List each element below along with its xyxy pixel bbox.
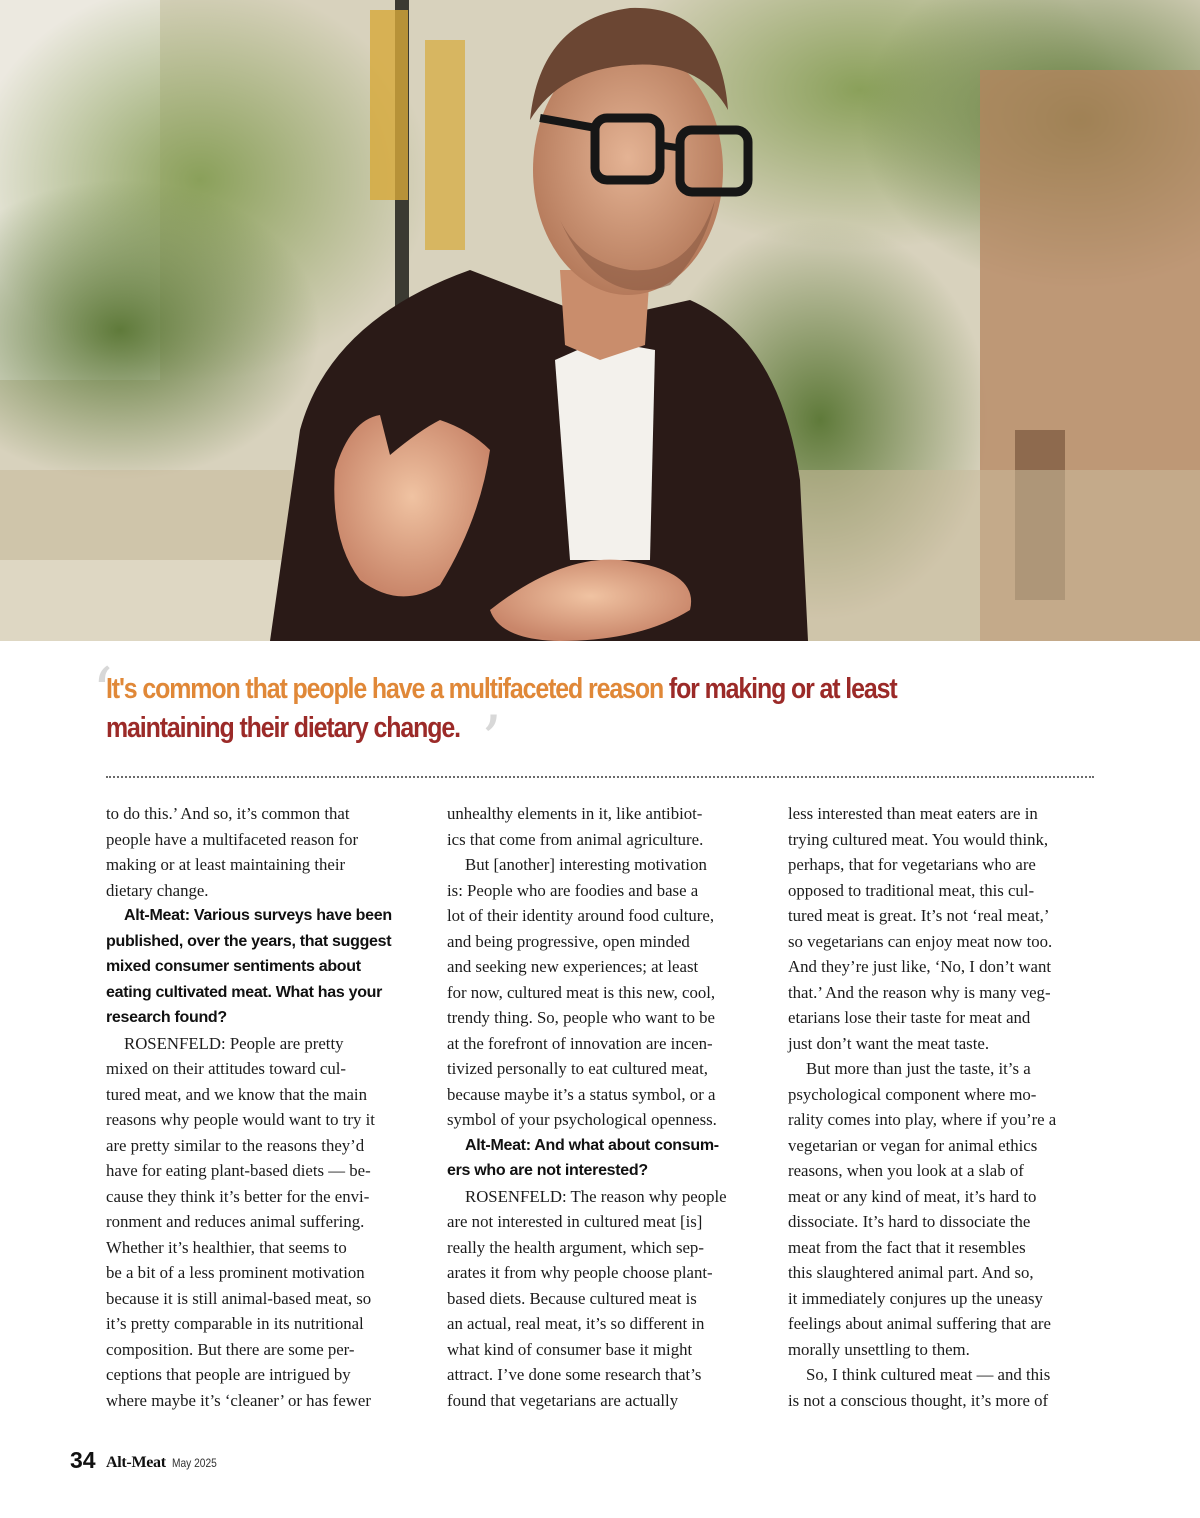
body-line: arates it from why people choose plant- (447, 1263, 713, 1282)
body-line: so vegetarians can enjoy meat now too. (788, 931, 1053, 951)
body-line: But more than just the taste, it’s a (806, 1059, 1031, 1078)
body-line: is not a conscious thought, it’s more of (788, 1390, 1049, 1410)
interview-question: mixed consumer sentiments about (106, 958, 361, 975)
body-line: this slaughtered animal part. And so, (788, 1263, 1034, 1282)
body-line: ceptions that people are intrigued by (106, 1365, 351, 1384)
pull-quote-text: for making or at least (663, 673, 897, 705)
body-line: because maybe it’s a status symbol, or a (447, 1084, 716, 1104)
body-line: feelings about animal suffering that are (788, 1314, 1051, 1333)
open-quote-icon: ‘ (92, 654, 113, 731)
body-line: at the forefront of innovation are incen- (447, 1033, 713, 1053)
body-line: symbol of your psychological openness. (447, 1110, 717, 1129)
body-line: that.’ And the reason why is many veg- (788, 982, 1051, 1002)
interview-question: Alt-Meat: And what about consum- (465, 1136, 719, 1154)
article-column-1 (106, 801, 426, 1413)
article-column-2 (447, 801, 767, 1413)
body-line: because it is still animal-based meat, so (106, 1288, 372, 1308)
body-line: ROSENFELD: The reason why people (465, 1186, 727, 1206)
body-line: and seeking new experiences; at least (447, 957, 699, 976)
body-line: rality comes into play, where if you’re a (788, 1110, 1057, 1129)
page-number: 34 (70, 1447, 96, 1473)
body-line: morally unsettling to them. (788, 1339, 970, 1359)
body-line: ics that come from animal agriculture. (447, 829, 704, 849)
body-line: ronment and reduces animal suffering. (106, 1212, 365, 1231)
body-line: But [another] interesting motivation (465, 855, 707, 874)
body-line: just don’t want the meat taste. (788, 1033, 990, 1053)
body-line: ROSENFELD: People are pretty (124, 1033, 344, 1053)
body-line: mixed on their attitudes toward cul- (106, 1059, 347, 1078)
body-line: psychological component where mo- (788, 1084, 1037, 1104)
body-line: And they’re just like, ‘No, I don’t want (788, 957, 1052, 976)
body-line: Whether it’s healthier, that seems to (106, 1237, 347, 1257)
body-line: tivized personally to eat cultured meat, (447, 1059, 708, 1078)
body-line: an actual, real meat, it’s so different in (447, 1314, 705, 1333)
issue-date: May 2025 (172, 1456, 217, 1470)
pull-quote-highlight: It's common that people have a multifaceted reason (106, 673, 664, 705)
portrait-photo-icon (0, 0, 1200, 641)
body-line: dissociate. It’s hard to dissociate the (788, 1212, 1031, 1231)
body-line: tured meat is great. It’s not ‘real meat,’ (788, 906, 1050, 925)
body-line: it’s pretty comparable in its nutritional (106, 1314, 364, 1333)
body-line: opposed to traditional meat, this cul- (788, 880, 1035, 900)
body-line: trendy thing. So, people who want to be (447, 1008, 715, 1027)
body-line: where maybe it’s ‘cleaner’ or has fewer (106, 1390, 371, 1410)
body-line: cause they think it’s better for the envi- (106, 1186, 370, 1206)
body-line: are not interested in cultured meat [is] (447, 1212, 703, 1231)
body-line: based diets. Because cultured meat is (447, 1288, 697, 1308)
body-line: perhaps, that for vegetarians who are (788, 855, 1036, 874)
interview-question: ers who are not interested? (447, 1162, 648, 1179)
body-line: lot of their identity around food culture, (447, 906, 715, 925)
dotted-divider (106, 776, 1094, 778)
body-line: dietary change. (106, 880, 209, 900)
body-line: trying cultured meat. You would think, (788, 829, 1049, 849)
pull-quote-line-2: maintaining their dietary change. (106, 712, 460, 744)
body-line: making or at least maintaining their (106, 855, 346, 874)
body-line: people have a multifaceted reason for (106, 829, 359, 849)
close-quote-icon: ’ (481, 702, 502, 779)
body-line: etarians lose their taste for meat and (788, 1008, 1031, 1027)
body-line: it immediately conjures up the uneasy (788, 1288, 1043, 1308)
body-line: to do this.’ And so, it’s common that (106, 804, 350, 823)
body-line: is: People who are foodies and base a (447, 880, 699, 900)
body-line: unhealthy elements in it, like antibiot- (447, 804, 703, 823)
body-line: vegetarian or vegan for animal ethics (788, 1135, 1038, 1155)
body-line: So, I think cultured meat — and this (806, 1365, 1051, 1384)
hero-photo (0, 0, 1200, 641)
interview-question: eating cultivated meat. What has your (106, 983, 383, 1001)
body-line: meat or any kind of meat, it’s hard to (788, 1186, 1037, 1206)
body-line: attract. I’ve done some research that’s (447, 1365, 702, 1384)
body-line: what kind of consumer base it might (447, 1339, 693, 1359)
magazine-logo: Alt-Meat (106, 1454, 166, 1471)
body-line: for now, cultured meat is this new, cool, (447, 982, 716, 1002)
body-line: be a bit of a less prominent motivation (106, 1263, 365, 1282)
body-line: reasons, when you look at a slab of (788, 1161, 1024, 1180)
body-line: meat from the fact that it resembles (788, 1237, 1026, 1257)
body-line: composition. But there are some per- (106, 1339, 355, 1359)
body-line: tured meat, and we know that the main (106, 1084, 367, 1104)
body-line: less interested than meat eaters are in (788, 804, 1038, 823)
body-line: have for eating plant-based diets — be- (106, 1161, 371, 1180)
interview-question: published, over the years, that suggest (106, 932, 392, 950)
body-line: really the health argument, which sep- (447, 1237, 704, 1257)
article-column-3 (788, 801, 1108, 1413)
interview-question: Alt-Meat: Various surveys have been (124, 907, 392, 924)
body-line: reasons why people would want to try it (106, 1110, 375, 1129)
interview-question: research found? (106, 1009, 227, 1026)
body-line: are pretty similar to the reasons they’d (106, 1135, 365, 1155)
body-line: found that vegetarians are actually (447, 1390, 679, 1410)
body-line: and being progressive, open minded (447, 931, 690, 951)
